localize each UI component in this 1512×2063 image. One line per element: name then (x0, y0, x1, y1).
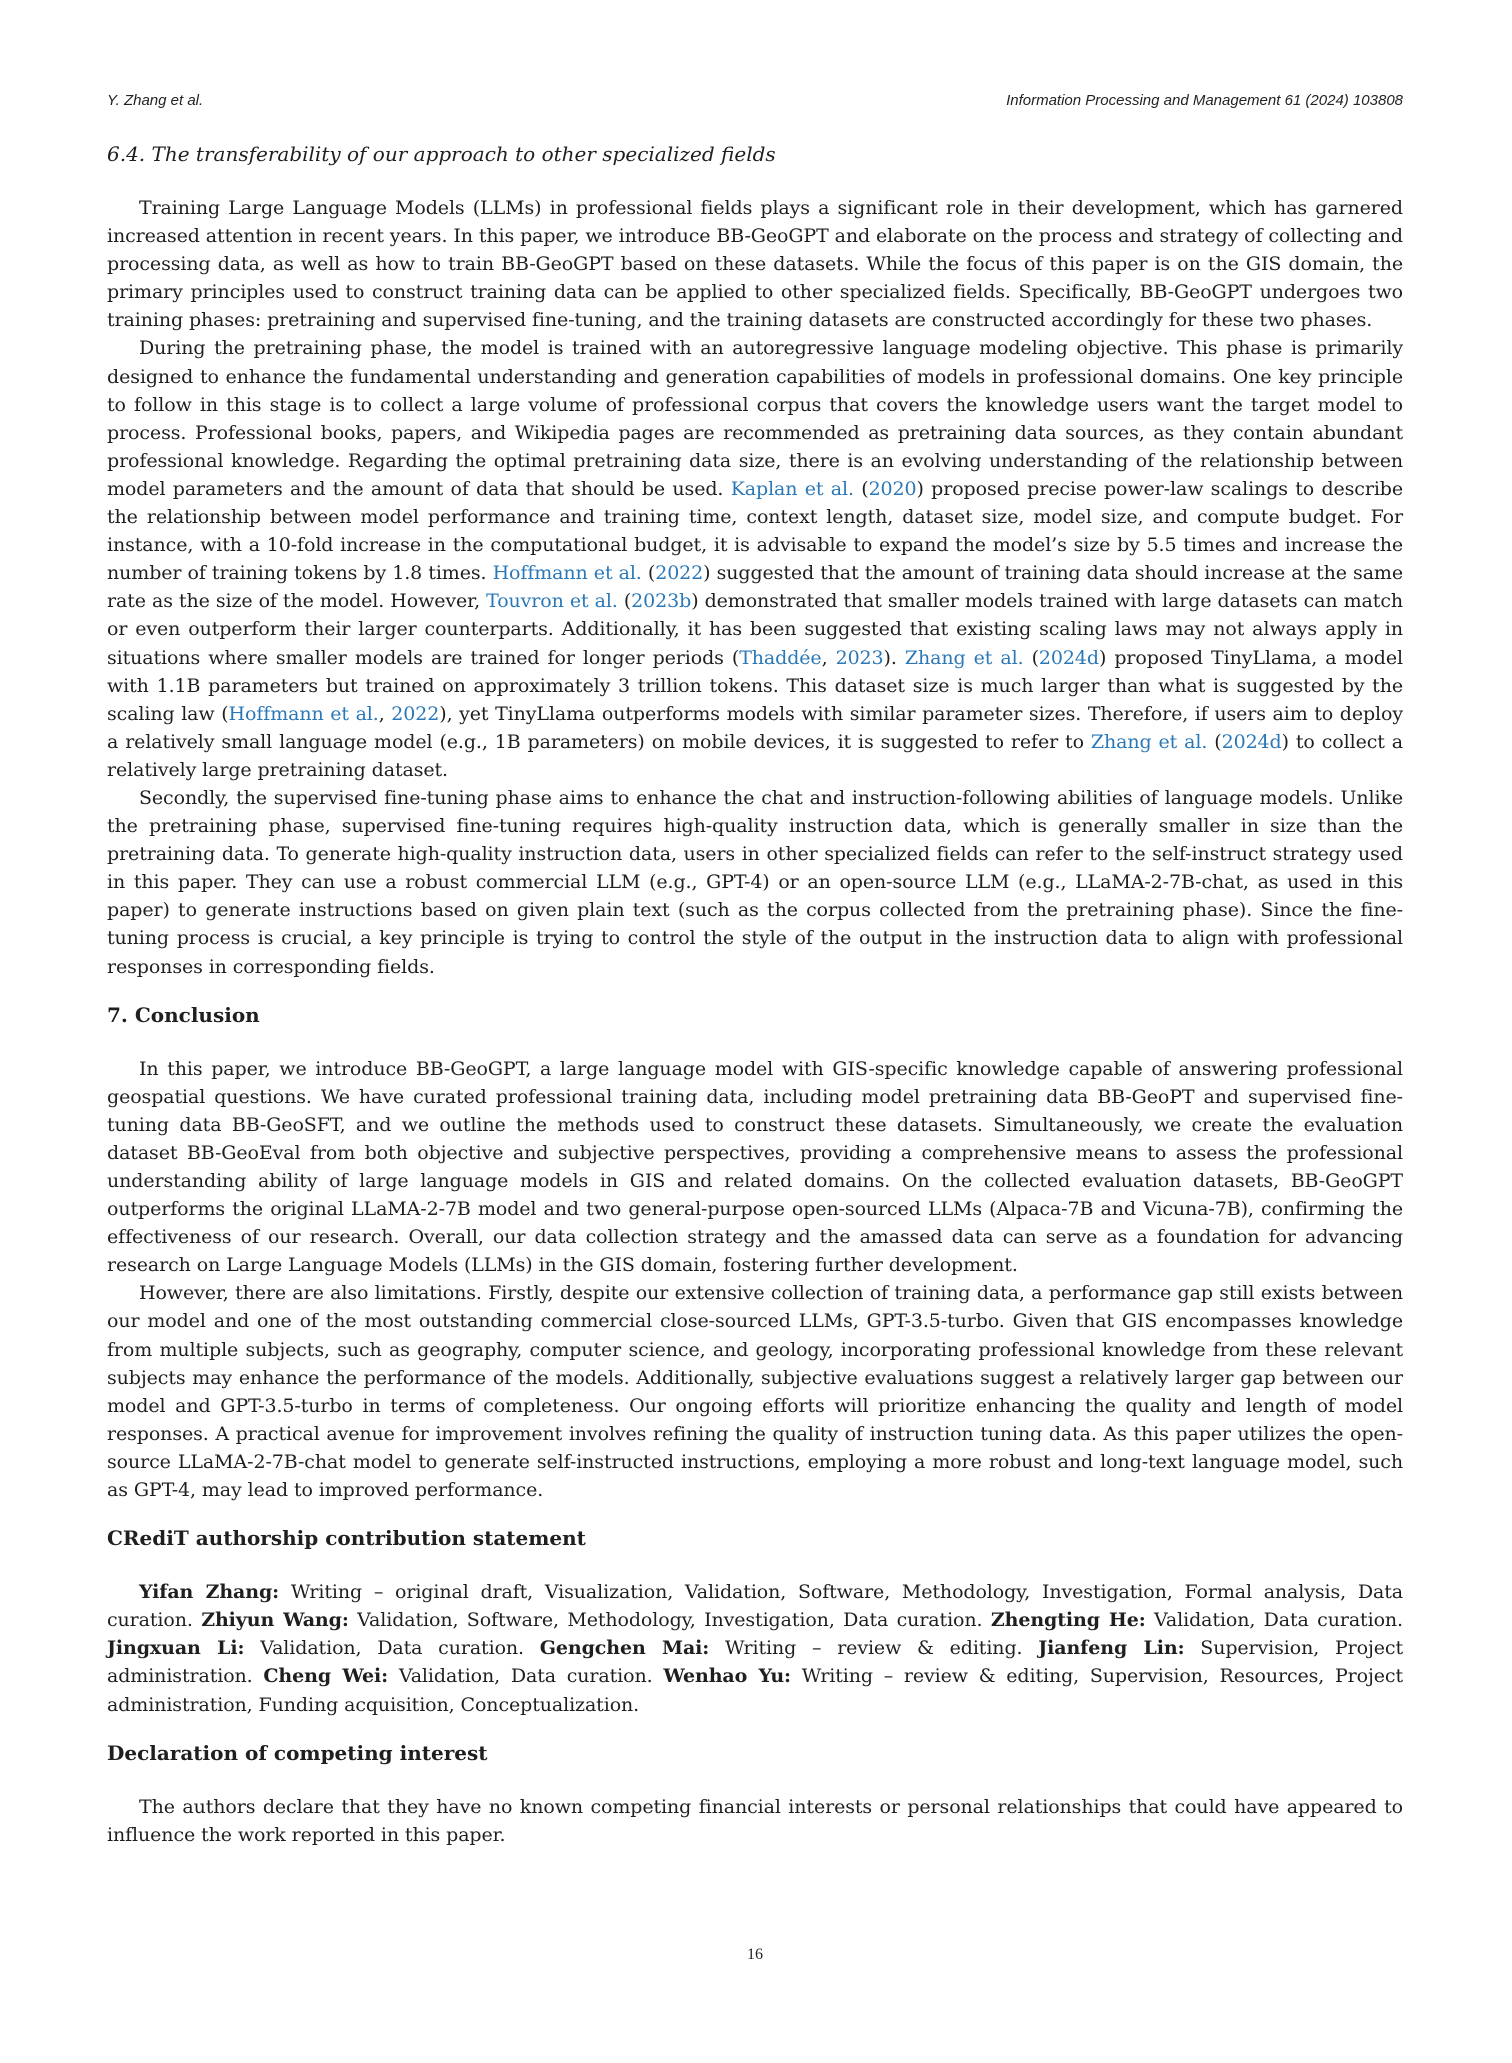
citation-link[interactable]: 2024d (1221, 730, 1282, 753)
author-name: Cheng Wei: (263, 1665, 389, 1688)
section-6-4-paragraph-3: Secondly, the supervised fine-tuning phase aims to enhance the chat and instruction-following abilities of language models. Unlike the pretraining phase, supervised fine-tuning requires high-quality instruction data, which is generally smaller in size than the pretraining data. To generate high-quality instruction data, users in other specialized fields can refer to the self-instruct strategy used in this paper. They can use a robust commercial LLM (e.g., GPT-4) or an open-source LLM (e.g., LLaMA-2-7B-chat, as used in this paper) to generate instructions based on given plain text (such as the corpus collected from the pretraining phase). Since the fine-tuning process is crucial, a key principle is trying to control the style of the output in the instruction data to align with professional responses in corresponding fields. (107, 786, 1403, 978)
section-7-paragraph-1: In this paper, we introduce BB-GeoGPT, a large language model with GIS-specific knowledge capable of answering professional geospatial questions. We have curated professional training data, including model pretraining data BB-GeoPT and supervised fine-tuning data BB-GeoSFT, and we outline the methods used to construct these datasets. Simultaneously, we create the evaluation dataset BB-GeoEval from both objective and subjective perspectives, providing a comprehensive means to assess the professional understanding ability of large language models in GIS and related domains. On the collected evaluation datasets, BB-GeoGPT outperforms the original LLaMA-2-7B model and two general-purpose open-sourced LLMs (Alpaca-7B and Vicuna-7B), confirming the effectiveness of our research. Overall, our data collection strategy and the amassed data can serve as a foundation for advancing research on Large Language Models (LLMs) in the GIS domain, fostering further development. (107, 1057, 1403, 1277)
text-run: , (821, 646, 836, 669)
author-roles: Validation, Data curation. (244, 1637, 540, 1660)
section-6-4-paragraph-2 (107, 334, 1403, 784)
text-run: ( (1207, 730, 1222, 753)
section-7-heading: 7. Conclusion (107, 1002, 260, 1027)
citation-link[interactable]: Touvron et al. (486, 590, 618, 613)
page-number: 16 (747, 1946, 763, 1963)
text-run: ) to collect a relatively large pretraining dataset. (107, 730, 1403, 781)
citation-link[interactable]: 2022 (655, 562, 704, 585)
citation-link[interactable]: 2023 (835, 646, 884, 669)
author-name: Gengchen Mai: (539, 1637, 710, 1660)
credit-heading: CRediT authorship contribution statement (107, 1526, 586, 1551)
author-name: Wenhao Yu: (663, 1665, 791, 1688)
citation-link[interactable]: Hoffmann et al. (492, 562, 642, 585)
author-name: Jianfeng Lin: (1038, 1637, 1185, 1660)
text-run: ( (641, 562, 656, 585)
author-name: Jingxuan Li: (107, 1637, 245, 1660)
citation-link[interactable]: Kaplan et al. (730, 477, 854, 500)
author-name: Zhengting He: (990, 1609, 1146, 1632)
author-name: Zhiyun Wang: (201, 1609, 349, 1632)
section-7-paragraph-2: However, there are also limitations. Firstly, despite our extensive collection of training data, a performance gap still exists between our model and one of the most outstanding commercial close-sourced LLMs, GPT-3.5-turbo. Given that GIS encompasses knowledge from multiple subjects, such as geography, computer science, and geology, incorporating professional knowledge from these relevant subjects may enhance the performance of the models. Additionally, subjective evaluations suggest a relatively larger gap between our model and GPT-3.5-turbo in terms of completeness. Our ongoing efforts will prioritize enhancing the quality and length of model responses. A practical avenue for improvement involves refining the quality of instruction tuning data. As this paper utilizes the open-source LLaMA-2-7B-chat model to generate self-instructed instructions, employing a more robust and long-text language model, such as GPT-4, may lead to improved performance. (107, 1282, 1403, 1502)
citation-link[interactable]: 2024d (1038, 646, 1099, 669)
citation-link[interactable]: 2020 (868, 477, 917, 500)
text-run: ) demonstrated that smaller models trained with large datasets can match or even outperform their larger counterparts. Additionally, it has been suggested that existing scaling laws may not always apply in situations where smaller models are trained for longer periods ( (107, 590, 1403, 669)
author-roles: Validation, Software, Methodology, Investigation, Data curation. (348, 1609, 991, 1632)
citation-link[interactable]: 2022 (391, 702, 440, 725)
header-authors: Y. Zhang et al. (107, 92, 204, 109)
text-run: , (378, 702, 392, 725)
page-content (107, 140, 1403, 1849)
section-6-4-paragraph-1: Training Large Language Models (LLMs) in professional fields plays a significant role in their development, which has garnered increased attention in recent years. In this paper, we introduce BB-GeoGPT and elaborate on the process and strategy of collecting and processing data, as well as how to train BB-GeoGPT based on these datasets. While the focus of this paper is on the GIS domain, the primary principles used to construct training data can be applied to other specialized fields. Specifically, BB-GeoGPT undergoes two training phases: pretraining and supervised fine-tuning, and the training datasets are constructed accordingly for these two phases. (107, 197, 1403, 332)
author-roles: Writing – original draft, Visualization, Validation, Software, Methodology, Investigation, Formal analysis, Data curation. (107, 1581, 1403, 1632)
section-6-4-heading: 6.4. The transferability of our approach to other specialized fields (107, 142, 776, 166)
text-run: ( (853, 477, 869, 500)
text-run: ) proposed precise power-law scalings to describe the relationship between model performance and training time, context length, dataset size, model size, and compute budget. For instance, with a 10-fold increase in the computational budget, it is advisable to expand the model’s size by 5.5 times and increase the number of training tokens by 1.8 times. (107, 477, 1404, 585)
text-run: ( (1023, 646, 1039, 669)
header-journal: Information Processing and Management 61 (2024) 103808 (1006, 92, 1403, 109)
author-roles: Writing – review & editing. (709, 1637, 1039, 1660)
author-name: Yifan Zhang: (139, 1581, 280, 1604)
declaration-heading: Declaration of competing interest (107, 1740, 488, 1765)
citation-link[interactable]: 2023b (631, 590, 692, 613)
text-run: ) suggested that the amount of training data should increase at the same rate as the size of the model. However, (107, 562, 1403, 613)
text-run: During the pretraining phase, the model is trained with an autoregressive language modeling objective. This phase is primarily designed to enhance the fundamental understanding and generation capabilities of models in professional domains. One key principle to follow in this stage is to collect a large volume of professional corpus that covers the knowledge users want the target model to process. Professional books, papers, and Wikipedia pages are recommended as pretraining data sources, as they contain abundant professional knowledge. Regarding the optimal pretraining data size, there is an evolving understanding of the relationship between model parameters and the amount of data that should be used. (107, 337, 1403, 500)
author-roles: Writing – review & editing, Supervision, Resources, Project administration, Funding acquisition, Conceptualization. (107, 1665, 1404, 1716)
text-run: ( (617, 590, 632, 613)
author-roles: Validation, Data curation. (388, 1665, 664, 1688)
text-run: ) proposed TinyLlama, a model with 1.1B parameters but trained on approximately 3 trillion tokens. This dataset size is much larger than what is suggested by the scaling law ( (107, 646, 1403, 725)
citation-link[interactable]: Thaddée (739, 646, 822, 669)
author-roles: Validation, Data curation. (1145, 1609, 1403, 1632)
author-roles: Supervision, Project administration. (107, 1637, 1403, 1688)
text-run: ). (883, 646, 905, 669)
text-run: ), yet TinyLlama outperforms models with similar parameter sizes. Therefore, if users aim to deploy a relatively small language model (e.g., 1B parameters) on mobile devices, it is suggested to refer to (107, 702, 1403, 753)
citation-link[interactable]: Zhang et al. (1090, 730, 1208, 753)
citation-link[interactable]: Zhang et al. (904, 646, 1024, 669)
credit-statement (107, 1578, 1403, 1718)
declaration-paragraph: The authors declare that they have no known competing financial interests or personal relationships that could have appeared to influence the work reported in this paper. (107, 1795, 1403, 1846)
citation-link[interactable]: Hoffmann et al. (228, 702, 379, 725)
